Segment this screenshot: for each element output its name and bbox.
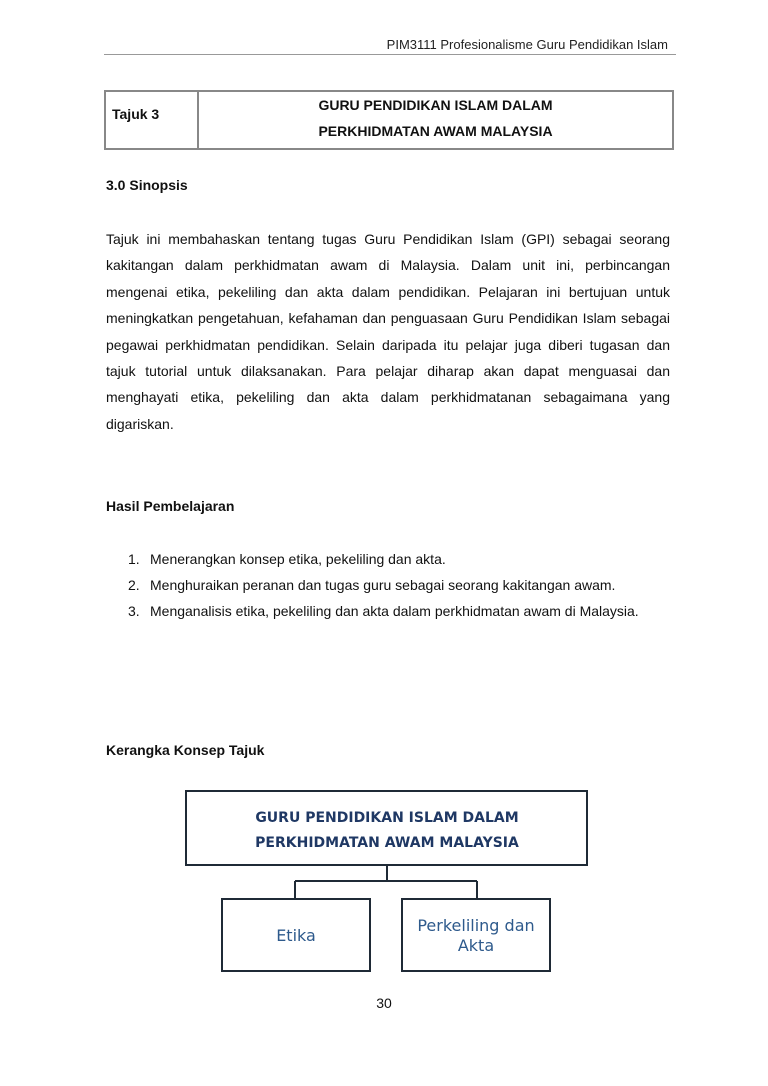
root-node (186, 791, 587, 865)
child-node-pekeliling-box (402, 899, 550, 971)
concept-framework-heading: Kerangka Konsep Tajuk (106, 742, 265, 758)
root-node-line-1: GURU PENDIDIKAN ISLAM DALAM (255, 810, 519, 826)
connector-lines (295, 865, 477, 899)
list-item-number: 1. (128, 551, 140, 567)
root-node-box (186, 791, 587, 865)
header-divider (104, 54, 676, 55)
list-item-number: 3. (128, 603, 140, 619)
running-header: PIM3111 Profesionalisme Guru Pendidikan Islam (386, 37, 668, 52)
list-item-text: Menghuraikan peranan dan tugas guru sebagai seorang kakitangan awam. (150, 577, 616, 593)
child-node-pekeliling-line-1: Perkeliling dan (417, 916, 535, 935)
list-item (128, 572, 648, 598)
topic-title (199, 92, 672, 148)
synopsis-paragraph: Tajuk ini membahaskan tentang tugas Guru Pendidikan Islam (GPI) sebagai seorang kakitangan dalam perkhidmatan awam di Malaysia. Dalam unit ini, perbincangan mengenai etika, pekeliling dan akta dalam pendidikan. Pelajaran ini bertujuan untuk meningkatkan pengetahuan, kefahaman dan penguasaan Guru Pendidikan Islam sebagai pegawai perkhidmatan pendidikan. Selain daripada itu pelajar juga diberi tugasan dan tajuk tutorial untuk dilaksanakan. Para pelajar diharap akan dapat menguasai dan menghayati etika, pekeliling dan akta dalam perkhidmatanan sebagaimana yang digariskan. (106, 231, 670, 432)
topic-title-line-2: PERKHIDMATAN AWAM MALAYSIA (318, 123, 553, 139)
topic-title-line-1: GURU PENDIDIKAN ISLAM DALAM (318, 97, 553, 113)
synopsis-heading: 3.0 Sinopsis (106, 177, 188, 193)
page-number: 30 (376, 995, 392, 1011)
list-item-number: 2. (128, 577, 140, 593)
list-item (128, 546, 648, 572)
learning-outcomes-list (128, 546, 648, 624)
list-item (128, 598, 648, 624)
learning-outcomes-heading: Hasil Pembelajaran (106, 498, 235, 514)
topic-label: Tajuk 3 (106, 92, 199, 148)
child-node-etika-label: Etika (276, 926, 316, 945)
child-node-etika-box (222, 899, 370, 971)
list-item-text: Menerangkan konsep etika, pekeliling dan akta. (150, 551, 446, 567)
list-item-text: Menganalisis etika, pekeliling dan akta dalam perkhidmatan awam di Malaysia. (150, 603, 639, 619)
child-node-etika (222, 899, 370, 971)
root-node-line-2: PERKHIDMATAN AWAM MALAYSIA (255, 835, 519, 851)
child-node-pekeliling-line-2: Akta (457, 936, 495, 955)
child-node-pekeliling (402, 899, 550, 971)
topic-title-box (104, 90, 674, 150)
